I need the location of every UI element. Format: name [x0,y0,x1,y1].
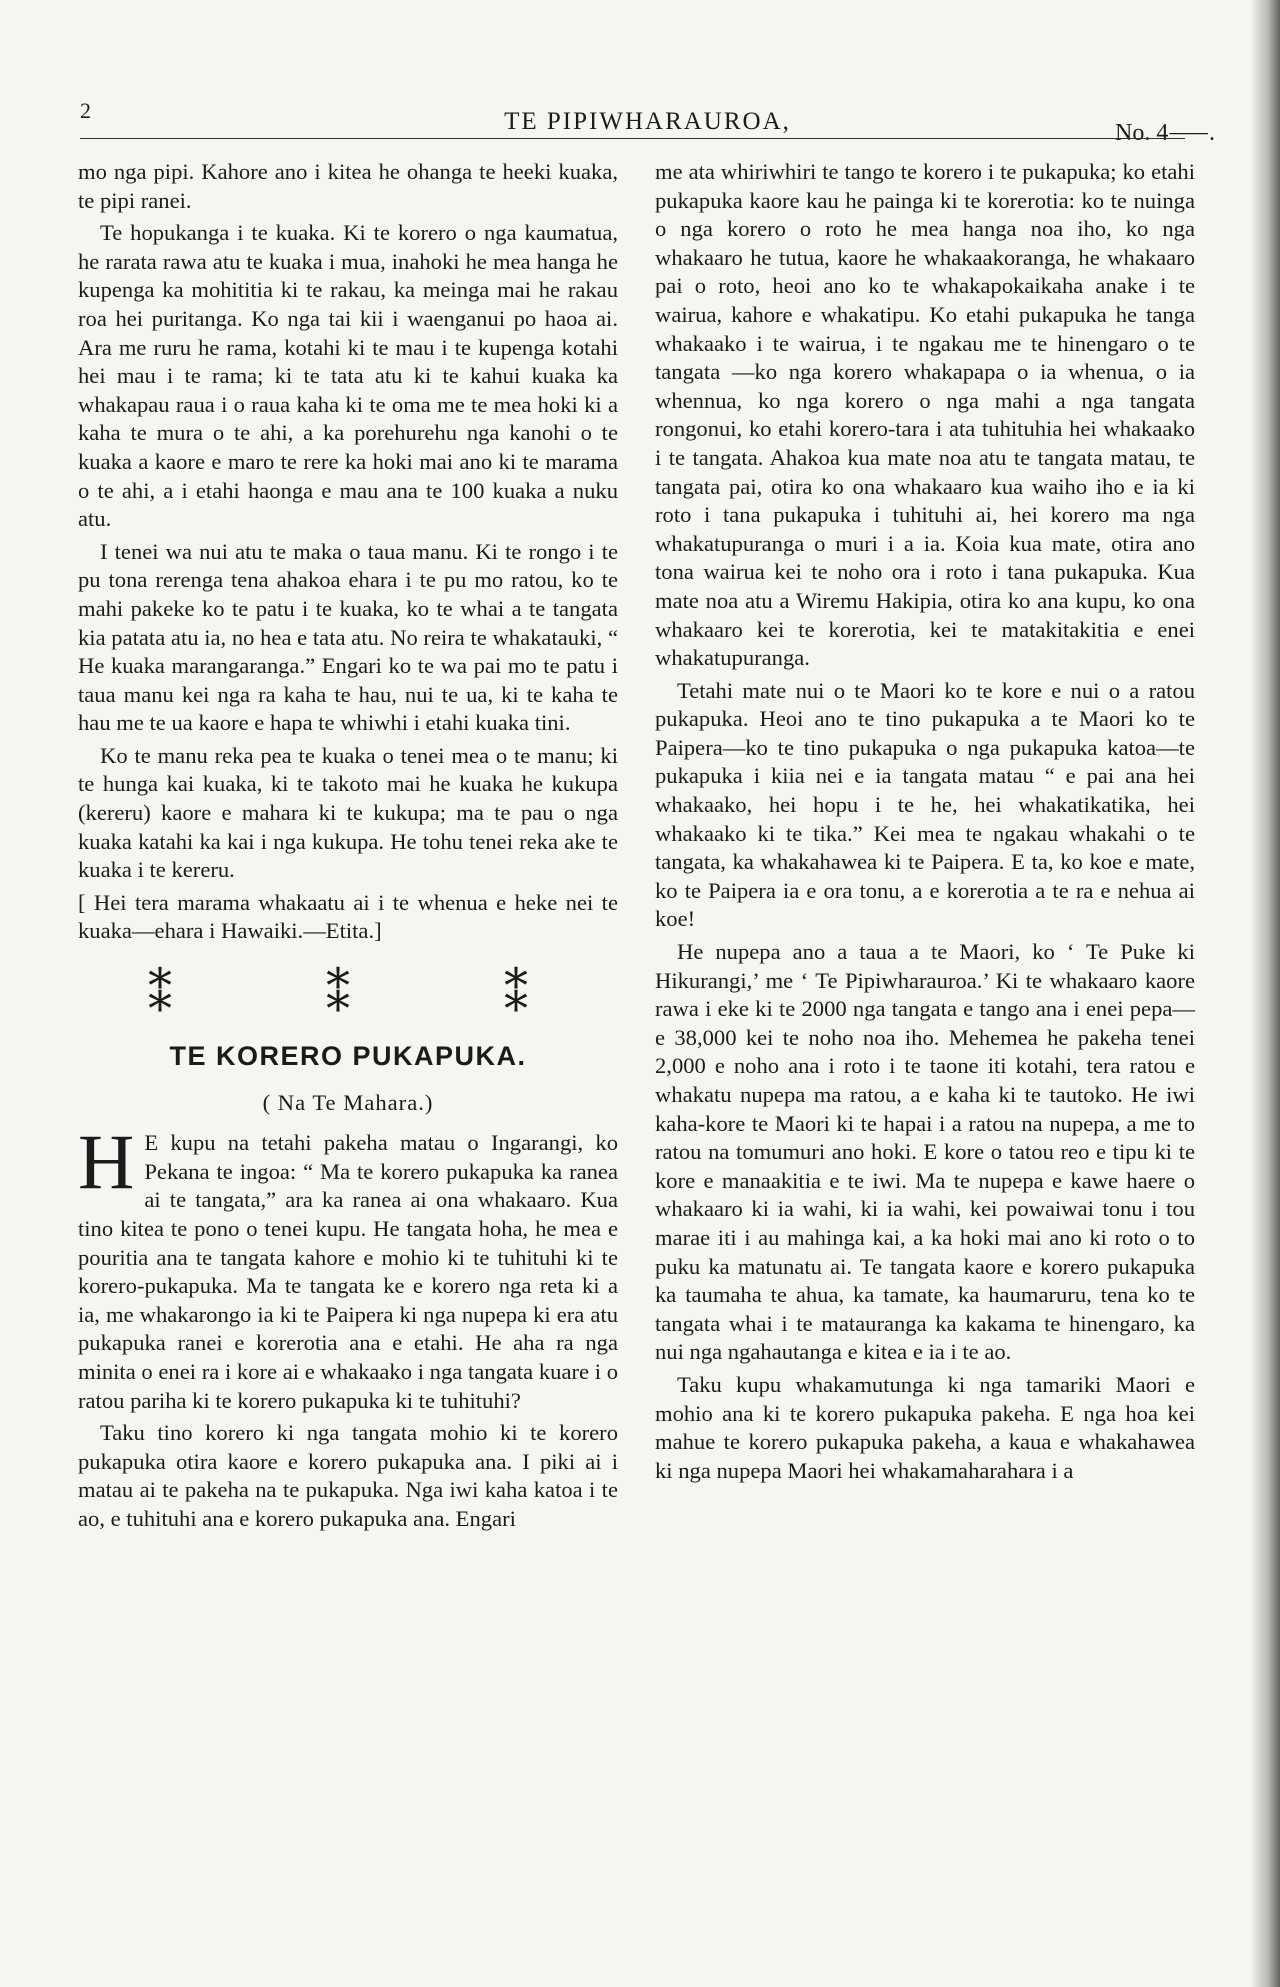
editor-note: [ Hei tera marama whakaatu ai i te whenua e heke nei te kuaka—ehara i Hawaiki.—Etita.] [78,889,618,944]
paragraph: mo nga pipi. Kahore ano i kitea he ohanga te heeki kuaka, te pipi ranei. [78,159,618,213]
asterism-icon: ⁑ [148,969,172,1023]
paragraph: Tetahi mate nui o te Maori ko te kore e nui o a ratou pukapuka. Heoi ano te tino pukapuka a te Maori ko te Paipera—ko te tino pukapuka o nga pukapuka katoa—te pukapuka i kiia nei e ia tangata matau “ e pai ana hei whakaako, hei hopu i te he, hei whakatikatika, hei whakaako ki te tika.” Kei mea te ngakau whakahi o te tangata, ka whakahawea ki te Paipera. E ta, ko koe e mate, ko te Paipera ia e ora tonu, a e korerotia a te ra e nehua ai koe! [655,677,1195,932]
page-header [80,98,1215,146]
paragraph: Te hopukanga i te kuaka. Ki te korero o nga kaumatua, he rarata rawa atu te kuaka i mua, inahoki he mea hanga he kupenga ka mohititia ki te rakau, ka meinga mai he rakau roa hei puritanga. Ko nga tai kii i waenganui po haoa ai. Ara me ruru he rama, kotahi ki te mau i te kupenga kotahi hei mau i te rama; ki te tata atu ki te kahui kuaka ka whakapau raua i o raua kaha ki te oma me te mea hoki ki a kaha te mura o te ahi, a ka porehurehu nga kanohi o te kuaka a kaore e maro te rere ka hoki mai ano ki te marama o te ahi, a i etahi haonga e mau ana te 100 kuaka a nuku atu. [78,220,618,532]
page-edge-shadow [1250,0,1280,1987]
article-title: TE KORERO PUKAPUKA. [169,1041,527,1072]
drop-cap: H [78,1118,135,1206]
left-column [78,158,618,1534]
asterism-icon: ⁑ [504,969,528,1023]
opening-paragraph [78,1118,618,1415]
right-column [655,158,1195,1485]
issue-number: No. 4⸺. [1115,120,1215,146]
paragraph: Taku kupu whakamutunga ki nga tamariki Maori e mohio ana ki te korero pukapuka pakeha. E nga hoa kei mahue te korero pukapuka pakeha, a kaua e whakahawea ki nga nupepa Maori hei whakamaharahara i a [655,1371,1195,1483]
opening-paragraph-text: E kupu na tetahi pakeha matau o Ingarangi, ko Pekana te ingoa: “ Ma te korero pukapuka ka ranea ai te tangata,” ara ka ranea ai ona whakaaro. Kua tino kitea te pono o tenei kupu. He tangata hoha, he mea e pouritia ana te tangata kahore e mohio ki te tuhituhi ki te korero-pukapuka. Ma te tangata ke e korero nga reta ki a ia, me whakarongo ia ki te Paipera ki nga nupepa ki era atu pukapuka ranei e korerotia ana e etahi. He aha ra nga minita o enei ra i kore ai e whakaako i nga tangata kuare i o ratou pariha ki te korero pukapuka ki te tuhituhi? [78,1130,618,1413]
page-number: 2 [80,98,91,123]
section-divider [148,969,528,1023]
asterism-icon: ⁑ [326,969,350,1023]
paragraph: Ko te manu reka pea te kuaka o tenei mea o te manu; ki te hunga kai kuaka, ki te takoto mai he kuaka he kukupa (kereru) kaore e mahara ki te kukupa; ma te pau o nga kuaka katahi ka kai i nga kukupa. He tohu tenei reka ake te kuaka i te kereru. [78,742,618,883]
paragraph: Taku tino korero ki nga tangata mohio ki te korero pukapuka otira kaore e korero pukapuka ana. I piki ai i matau ai te pakeha na te pukapuka. Nga iwi kaha katoa i te ao, e tuhituhi ana e korero pukapuka ana. Engari [78,1420,618,1531]
paragraph: I tenei wa nui atu te maka o taua manu. Ki te rongo i te pu tona rerenga tena ahakoa ehara i te pu mo ratou, ko te mahi pakeke ko te patu i te kuaka, ko te whai a te tangata kia patata atu ia, no hea e tata atu. No reira te whakatauki, “ He kuaka marangaranga.” Engari ko te wa pai mo te patu i taua manu kei nga ra kaha te hau, nui te ua, ki te kaha te hau me te ua kaore e hapa te whiwhi i etahi kuaka tini. [78,538,618,736]
article-byline: ( Na Te Mahara.) [262,1089,434,1115]
header-rule [80,138,1185,139]
paragraph: He nupepa ano a taua a te Maori, ko ‘ Te Puke ki Hikurangi,’ me ‘ Te Pipiwharauroa.’ Ki te whakaaro kaore rawa i eke ki te 2000 nga tangata e tango ana i enei pepa— e 38,000 kei te noho noa iho. Mehemea he pakeha tenei 2,000 e noho ana i roto i te taone iti kotahi, tera ratou e whakatu nupepa ma ratou, a e kaha ki te tautoko. He iwi kaha-kore te Maori ki te hapai i a ratou na nupepa, a me to ratou na tomumuri ano hoki. E kore o tatou reo e tipu ki te kore e manaakitia e te iwi. Ma te nupepa e kawe haere o whakaaro ki ia wahi, ki ia wahi, kei powaiwai tonu i tou marae iti i au mahinga kai, a ka hoki mai ano ki roto o to puku ka matunatu ai. Te tangata kaore e korero pukapuka ka taumaha te ahua, ka tamate, ka haumaruru, tena ko te tangata whai i te matauranga ka kakama te hinengaro, ka nui nga ngahautanga e kitea e ia i te ao. [655,939,1195,1365]
masthead-title: TE PIPIWHARAUROA, [504,108,791,135]
paragraph: me ata whiriwhiri te tango te korero i te pukapuka; ko etahi pukapuka kaore kau he painga ki te korerotia: ko te nuinga o nga korero o roto he mea hanga noa iho, ko nga whakaaro he tutua, kaore he whakaakoranga, he whakaaro pai o roto, heoi ano ko te whakapokaikaha anake i te wairua, kahore e whakatipu. Ko etahi pukapuka he tanga whakaako i te wairua, i te ngakau me te hinengaro o te tangata —ko nga korero whakapapa o ia whenua, o ia whennua, ko nga korero o nga mahi a nga tangata rongonui, ko etahi korero-tara i ata tuhituhia hei whakaako i te tangata. Ahakoa kua mate noa atu te tangata matau, te tangata pai, otira ko ona whakaaro kua waiho iho e ia ki roto i tana pukapuka i tuhituhi ai, hei korero ma nga whakatupuranga o muri i a ia. Koia kua mate, otira ano tona wairua kei te noho ora i roto i tana pukapuka. Kua mate noa atu a Wiremu Hakipia, otira ko ana kupu, ko ona whakaaro kei te korerotia, kei te matakitakitia e enei whakatupuranga. [655,159,1195,671]
